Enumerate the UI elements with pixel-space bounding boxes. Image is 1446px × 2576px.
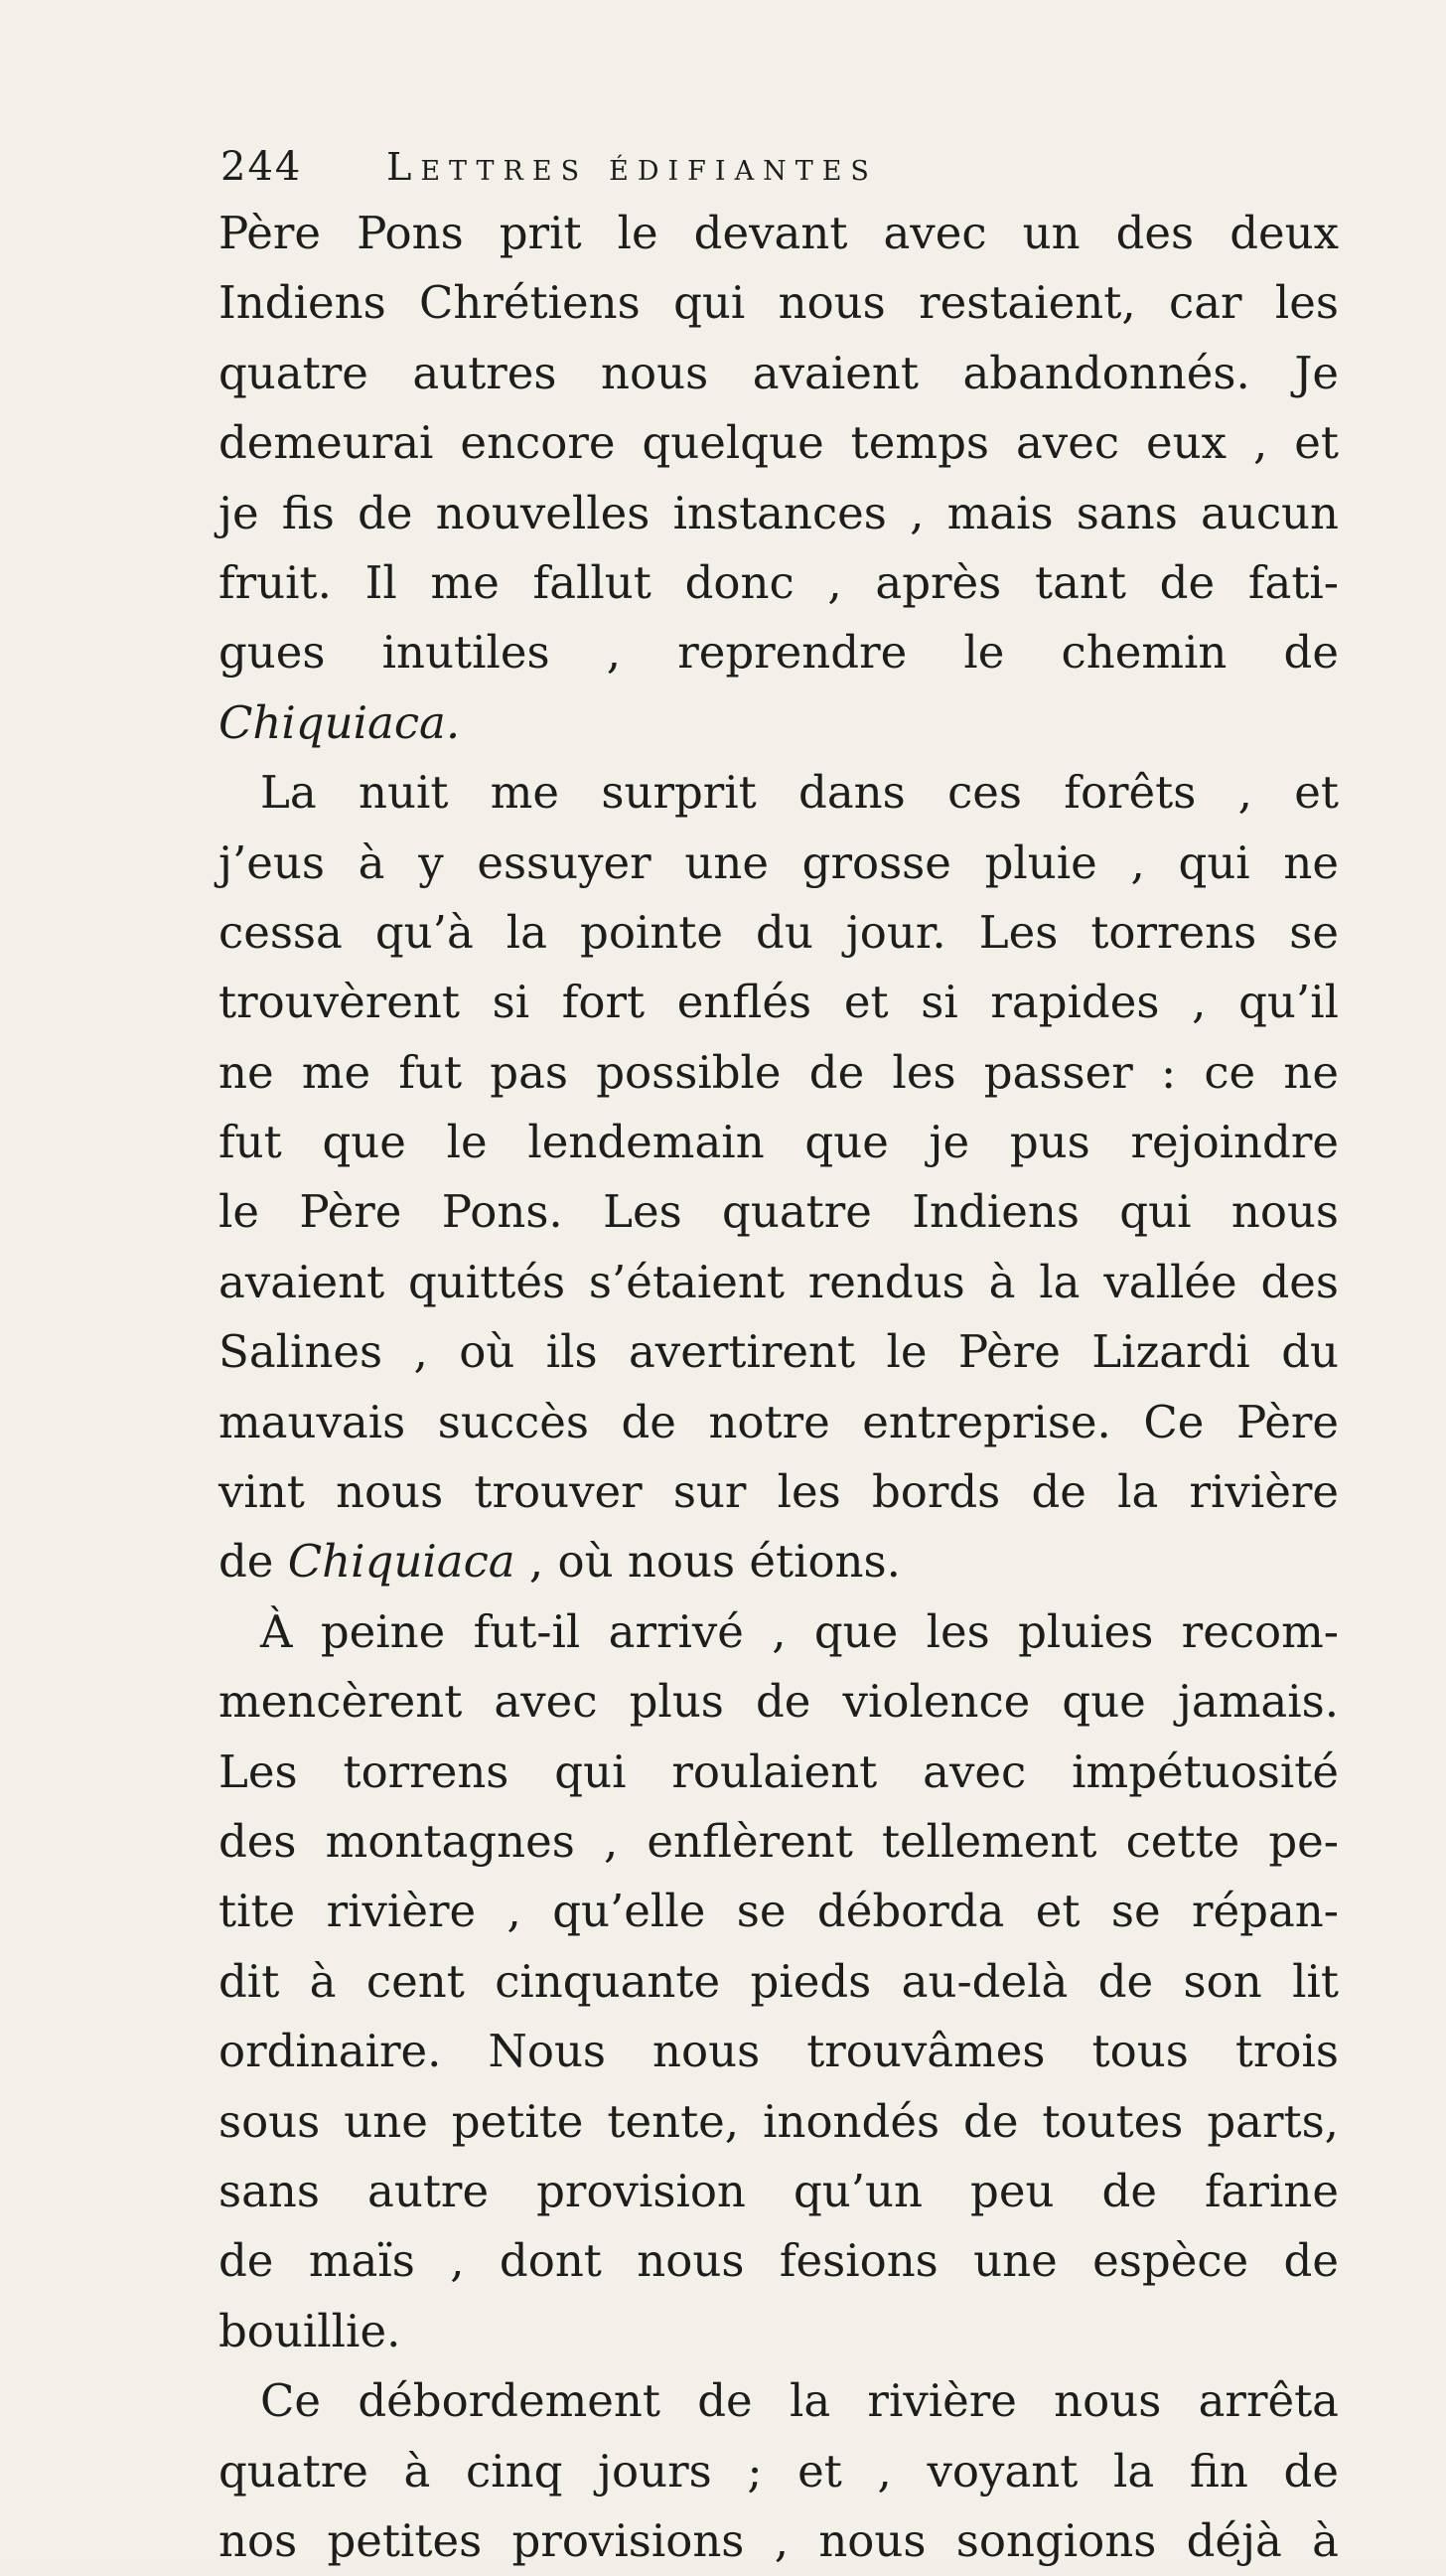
text-line: mauvais succès de notre entreprise. Ce Père	[218, 1395, 1339, 1448]
text-line: de maïs , dont nous fesions une espèce de	[218, 2234, 1339, 2288]
page-number: 244	[220, 144, 303, 190]
text-line: vint nous trouver sur les bords de la rivière	[218, 1465, 1339, 1519]
text-line: avaient quittés s’étaient rendus à la vallée des	[218, 1255, 1339, 1308]
text-line: fruit. Il me fallut donc , après tant de fati-	[218, 555, 1339, 609]
text-line: tite rivière , qu’elle se déborda et se répan-	[218, 1885, 1339, 1938]
text-line: trouvèrent si fort enflés et si rapides , qu’il	[218, 976, 1339, 1029]
place-name: Chiquiaca	[287, 1535, 515, 1589]
page-header	[220, 137, 1214, 197]
text-line: fut que le lendemain que je pus rejoindre	[218, 1116, 1339, 1169]
text-line: Indiens Chrétiens qui nous restaient, car les	[218, 276, 1339, 330]
text-line: ordinaire. Nous nous trouvâmes tous trois	[218, 2025, 1339, 2078]
text-line: des montagnes , enflèrent tellement cette pe-	[218, 1814, 1339, 1868]
running-title: Lettres édifiantes	[386, 145, 878, 189]
text-line: Les torrens qui roulaient avec impétuosité	[218, 1744, 1339, 1798]
text-line: Chiquiaca.	[218, 695, 461, 749]
text-line: nos petites provisions , nous songions déjà à	[218, 2513, 1339, 2567]
text-line: Père Pons prit le devant avec un des deux	[218, 207, 1339, 259]
text-line: La nuit me surprit dans ces forêts , et	[260, 766, 1339, 820]
text-line: sans autre provision qu’un peu de farine	[218, 2164, 1339, 2217]
text-line: demeurai encore quelque temps avec eux , et	[218, 416, 1339, 470]
body-text	[218, 199, 1339, 2576]
text-line: de Chiquiaca , où nous étions.	[218, 1535, 901, 1589]
text-line: bouillie.	[218, 2304, 401, 2357]
text-line: À peine fut-il arrivé , que les pluies recom-	[260, 1604, 1339, 1658]
text-line: cessa qu’à la pointe du jour. Les torrens se	[218, 905, 1339, 959]
text-line: je fis de nouvelles instances , mais sans aucun	[218, 486, 1339, 539]
text-line: sous une petite tente, inondés de toutes parts,	[218, 2094, 1339, 2148]
text-line: Salines , où ils avertirent le Père Lizardi du	[218, 1325, 1339, 1379]
text-line: quatre à cinq jours ; et , voyant la fin de	[218, 2444, 1339, 2498]
text-line: dit à cent cinquante pieds au-delà de son lit	[218, 1954, 1339, 2008]
text-line: mencèrent avec plus de violence que jamais.	[218, 1675, 1339, 1729]
text-line: gues inutiles , reprendre le chemin de	[218, 626, 1339, 680]
text-line: j’eus à y essuyer une grosse pluie , qui ne	[218, 835, 1339, 889]
text-line: ne me fut pas possible de les passer : ce ne	[218, 1045, 1339, 1099]
text-line: le Père Pons. Les quatre Indiens qui nous	[218, 1185, 1339, 1239]
text-line: Ce débordement de la rivière nous arrêta	[260, 2374, 1339, 2428]
text-line: quatre autres nous avaient abandonnés. Je	[218, 346, 1339, 399]
